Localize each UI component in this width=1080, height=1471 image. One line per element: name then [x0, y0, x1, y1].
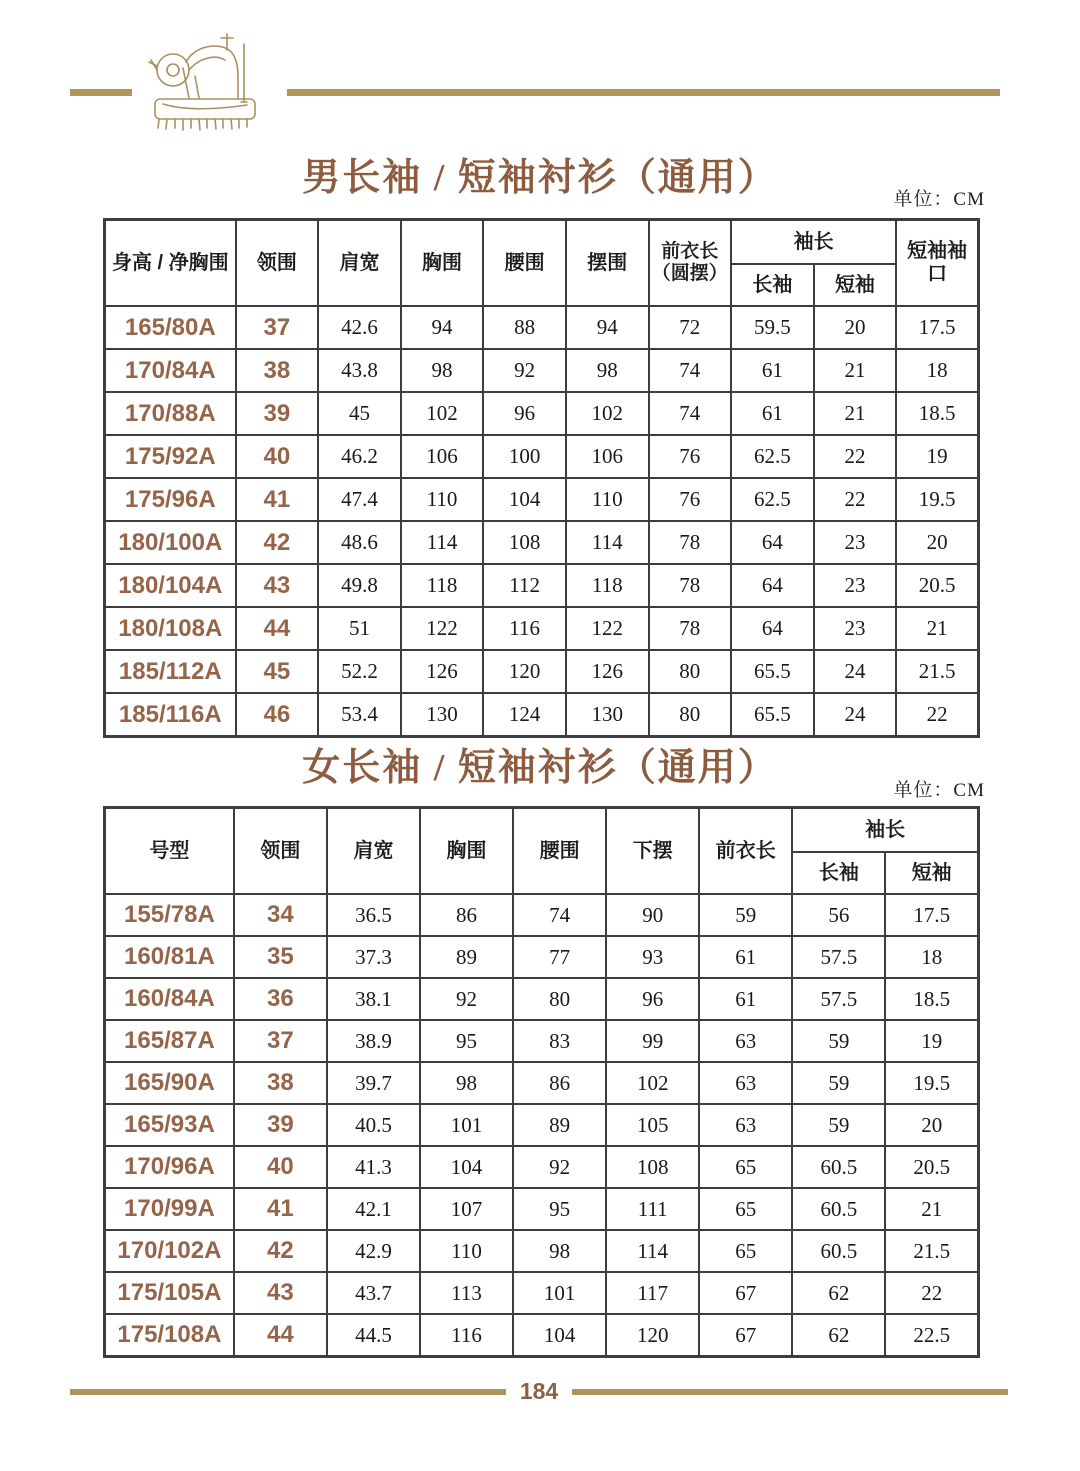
- value-cell: 120: [606, 1314, 699, 1357]
- value-cell: 64: [731, 564, 814, 607]
- table-row: [105, 478, 979, 521]
- men-header-long-sleeve: 长袖: [731, 264, 814, 306]
- value-cell: 96: [483, 392, 566, 435]
- value-cell: 39: [234, 1104, 327, 1146]
- table-row: [105, 607, 979, 650]
- table-row: [105, 936, 979, 978]
- value-cell: 65: [699, 1188, 792, 1230]
- value-cell: 22: [814, 478, 897, 521]
- value-cell: 56: [792, 894, 885, 936]
- value-cell: 60.5: [792, 1230, 885, 1272]
- value-cell: 40.5: [327, 1104, 420, 1146]
- women-header-front-length: 前衣长: [699, 808, 792, 895]
- table-row: [105, 1146, 979, 1188]
- table-row: [105, 306, 979, 349]
- value-cell: 78: [649, 607, 732, 650]
- value-cell: 59: [792, 1104, 885, 1146]
- value-cell: 42: [234, 1230, 327, 1272]
- men-header-height-chest: 身高 / 净胸围: [105, 220, 236, 307]
- value-cell: 106: [566, 435, 649, 478]
- size-cell: 175/105A: [105, 1272, 234, 1314]
- size-cell: 160/84A: [105, 978, 234, 1020]
- value-cell: 39: [236, 392, 319, 435]
- value-cell: 22: [896, 693, 978, 737]
- value-cell: 59: [699, 894, 792, 936]
- table-row: [105, 1314, 979, 1357]
- table-row: [105, 1230, 979, 1272]
- men-header-short-sleeve-cuff: 短袖袖口: [896, 220, 978, 307]
- value-cell: 64: [731, 521, 814, 564]
- footer-rule-right: [572, 1389, 1008, 1395]
- value-cell: 21: [885, 1188, 978, 1230]
- value-cell: 53.4: [318, 693, 401, 737]
- table-row: [105, 894, 979, 936]
- value-cell: 95: [420, 1020, 513, 1062]
- value-cell: 117: [606, 1272, 699, 1314]
- women-header-waist: 腰围: [513, 808, 606, 895]
- value-cell: 122: [566, 607, 649, 650]
- size-cell: 160/81A: [105, 936, 234, 978]
- value-cell: 116: [420, 1314, 513, 1357]
- table-row: [105, 650, 979, 693]
- value-cell: 89: [420, 936, 513, 978]
- value-cell: 98: [566, 349, 649, 392]
- men-table-body: [105, 306, 979, 737]
- footer: [70, 1378, 1008, 1405]
- value-cell: 34: [234, 894, 327, 936]
- table-row: [105, 1062, 979, 1104]
- table-row: [105, 978, 979, 1020]
- value-cell: 41: [236, 478, 319, 521]
- men-header-sleeve-length: 袖长: [731, 220, 896, 265]
- value-cell: 21: [814, 392, 897, 435]
- table-row: [105, 1104, 979, 1146]
- size-cell: 180/100A: [105, 521, 236, 564]
- value-cell: 67: [699, 1272, 792, 1314]
- table-row: [105, 1188, 979, 1230]
- value-cell: 93: [606, 936, 699, 978]
- men-size-table: [103, 218, 980, 738]
- sewing-machine-icon: [143, 26, 267, 138]
- value-cell: 62: [792, 1314, 885, 1357]
- value-cell: 18: [885, 936, 978, 978]
- value-cell: 102: [606, 1062, 699, 1104]
- value-cell: 80: [513, 978, 606, 1020]
- women-unit-label: 单位：CM: [893, 780, 985, 801]
- value-cell: 18.5: [896, 392, 978, 435]
- men-header-short-sleeve: 短袖: [814, 264, 897, 306]
- value-cell: 110: [420, 1230, 513, 1272]
- value-cell: 61: [699, 936, 792, 978]
- value-cell: 20: [814, 306, 897, 349]
- value-cell: 114: [566, 521, 649, 564]
- value-cell: 61: [731, 349, 814, 392]
- value-cell: 98: [513, 1230, 606, 1272]
- men-header-row-1: [105, 220, 979, 265]
- value-cell: 62: [792, 1272, 885, 1314]
- value-cell: 21.5: [896, 650, 978, 693]
- value-cell: 124: [483, 693, 566, 737]
- value-cell: 80: [649, 650, 732, 693]
- value-cell: 101: [420, 1104, 513, 1146]
- table-row: [105, 1272, 979, 1314]
- value-cell: 48.6: [318, 521, 401, 564]
- value-cell: 19: [885, 1020, 978, 1062]
- value-cell: 114: [606, 1230, 699, 1272]
- value-cell: 65.5: [731, 693, 814, 737]
- value-cell: 104: [483, 478, 566, 521]
- table-row: [105, 392, 979, 435]
- value-cell: 44: [236, 607, 319, 650]
- value-cell: 65.5: [731, 650, 814, 693]
- value-cell: 72: [649, 306, 732, 349]
- value-cell: 18.5: [885, 978, 978, 1020]
- value-cell: 114: [401, 521, 484, 564]
- value-cell: 74: [649, 392, 732, 435]
- women-table-body: [105, 894, 979, 1357]
- value-cell: 60.5: [792, 1146, 885, 1188]
- value-cell: 61: [699, 978, 792, 1020]
- men-header-waist: 腰围: [483, 220, 566, 307]
- value-cell: 43: [236, 564, 319, 607]
- value-cell: 67: [699, 1314, 792, 1357]
- value-cell: 126: [401, 650, 484, 693]
- value-cell: 38.1: [327, 978, 420, 1020]
- value-cell: 78: [649, 521, 732, 564]
- value-cell: 17.5: [896, 306, 978, 349]
- value-cell: 35: [234, 936, 327, 978]
- value-cell: 63: [699, 1104, 792, 1146]
- size-cell: 175/108A: [105, 1314, 234, 1357]
- value-cell: 102: [401, 392, 484, 435]
- men-header-hem: 摆围: [566, 220, 649, 307]
- value-cell: 17.5: [885, 894, 978, 936]
- value-cell: 120: [483, 650, 566, 693]
- value-cell: 110: [401, 478, 484, 521]
- value-cell: 107: [420, 1188, 513, 1230]
- value-cell: 46.2: [318, 435, 401, 478]
- women-header-shoulder: 肩宽: [327, 808, 420, 895]
- value-cell: 95: [513, 1188, 606, 1230]
- value-cell: 24: [814, 693, 897, 737]
- value-cell: 78: [649, 564, 732, 607]
- size-cell: 165/90A: [105, 1062, 234, 1104]
- value-cell: 65: [699, 1230, 792, 1272]
- value-cell: 74: [513, 894, 606, 936]
- value-cell: 63: [699, 1062, 792, 1104]
- value-cell: 40: [236, 435, 319, 478]
- men-header-shoulder: 肩宽: [318, 220, 401, 307]
- value-cell: 60.5: [792, 1188, 885, 1230]
- value-cell: 44: [234, 1314, 327, 1357]
- value-cell: 62.5: [731, 435, 814, 478]
- value-cell: 22: [814, 435, 897, 478]
- men-section-title: 男长袖 / 短袖衬衫（通用）: [302, 157, 778, 199]
- size-cell: 180/104A: [105, 564, 236, 607]
- size-cell: 165/80A: [105, 306, 236, 349]
- value-cell: 36: [234, 978, 327, 1020]
- value-cell: 42.6: [318, 306, 401, 349]
- value-cell: 77: [513, 936, 606, 978]
- size-cell: 180/108A: [105, 607, 236, 650]
- value-cell: 108: [483, 521, 566, 564]
- size-cell: 170/96A: [105, 1146, 234, 1188]
- value-cell: 36.5: [327, 894, 420, 936]
- value-cell: 19: [896, 435, 978, 478]
- table-row: [105, 521, 979, 564]
- value-cell: 98: [420, 1062, 513, 1104]
- value-cell: 130: [401, 693, 484, 737]
- value-cell: 101: [513, 1272, 606, 1314]
- men-header-front-length: [649, 220, 732, 307]
- table-row: [105, 564, 979, 607]
- size-cell: 170/84A: [105, 349, 236, 392]
- size-cell: 185/112A: [105, 650, 236, 693]
- value-cell: 38.9: [327, 1020, 420, 1062]
- value-cell: 63: [699, 1020, 792, 1062]
- value-cell: 43: [234, 1272, 327, 1314]
- value-cell: 23: [814, 521, 897, 564]
- value-cell: 104: [420, 1146, 513, 1188]
- value-cell: 38: [236, 349, 319, 392]
- size-cell: 170/99A: [105, 1188, 234, 1230]
- value-cell: 92: [513, 1146, 606, 1188]
- value-cell: 37.3: [327, 936, 420, 978]
- value-cell: 99: [606, 1020, 699, 1062]
- value-cell: 89: [513, 1104, 606, 1146]
- women-header-bust: 胸围: [420, 808, 513, 895]
- value-cell: 46: [236, 693, 319, 737]
- value-cell: 105: [606, 1104, 699, 1146]
- value-cell: 65: [699, 1146, 792, 1188]
- value-cell: 23: [814, 607, 897, 650]
- value-cell: 44.5: [327, 1314, 420, 1357]
- women-header-hem: 下摆: [606, 808, 699, 895]
- value-cell: 43.7: [327, 1272, 420, 1314]
- women-size-table: [103, 806, 980, 1358]
- value-cell: 92: [420, 978, 513, 1020]
- women-header-collar: 领围: [234, 808, 327, 895]
- value-cell: 38: [234, 1062, 327, 1104]
- men-header-front-length-line2: （圆摆）: [651, 263, 728, 284]
- men-unit-label: 单位：CM: [893, 189, 985, 210]
- value-cell: 106: [401, 435, 484, 478]
- value-cell: 19.5: [896, 478, 978, 521]
- value-cell: 94: [401, 306, 484, 349]
- value-cell: 94: [566, 306, 649, 349]
- value-cell: 90: [606, 894, 699, 936]
- value-cell: 43.8: [318, 349, 401, 392]
- value-cell: 76: [649, 478, 732, 521]
- footer-rule-left: [70, 1389, 506, 1395]
- value-cell: 118: [566, 564, 649, 607]
- value-cell: 110: [566, 478, 649, 521]
- value-cell: 108: [606, 1146, 699, 1188]
- value-cell: 59.5: [731, 306, 814, 349]
- value-cell: 57.5: [792, 936, 885, 978]
- value-cell: 45: [236, 650, 319, 693]
- value-cell: 104: [513, 1314, 606, 1357]
- women-header-long-sleeve: 长袖: [792, 852, 885, 894]
- value-cell: 64: [731, 607, 814, 650]
- table-row: [105, 693, 979, 737]
- value-cell: 20: [896, 521, 978, 564]
- value-cell: 51: [318, 607, 401, 650]
- header-rule-right: [287, 89, 1000, 96]
- value-cell: 116: [483, 607, 566, 650]
- value-cell: 42.9: [327, 1230, 420, 1272]
- size-cell: 155/78A: [105, 894, 234, 936]
- value-cell: 22: [885, 1272, 978, 1314]
- value-cell: 20: [885, 1104, 978, 1146]
- value-cell: 92: [483, 349, 566, 392]
- value-cell: 24: [814, 650, 897, 693]
- value-cell: 126: [566, 650, 649, 693]
- men-header-front-length-line1: 前衣长: [661, 241, 719, 263]
- value-cell: 118: [401, 564, 484, 607]
- value-cell: 57.5: [792, 978, 885, 1020]
- value-cell: 122: [401, 607, 484, 650]
- value-cell: 42.1: [327, 1188, 420, 1230]
- value-cell: 22.5: [885, 1314, 978, 1357]
- value-cell: 62.5: [731, 478, 814, 521]
- value-cell: 41: [234, 1188, 327, 1230]
- value-cell: 52.2: [318, 650, 401, 693]
- value-cell: 37: [236, 306, 319, 349]
- women-header-short-sleeve: 短袖: [885, 852, 978, 894]
- women-section-title: 女长袖 / 短袖衬衫（通用）: [302, 747, 778, 789]
- value-cell: 59: [792, 1020, 885, 1062]
- value-cell: 40: [234, 1146, 327, 1188]
- table-row: [105, 1020, 979, 1062]
- value-cell: 21: [896, 607, 978, 650]
- value-cell: 41.3: [327, 1146, 420, 1188]
- size-cell: 170/88A: [105, 392, 236, 435]
- size-cell: 170/102A: [105, 1230, 234, 1272]
- men-header-collar: 领围: [236, 220, 319, 307]
- value-cell: 18: [896, 349, 978, 392]
- value-cell: 112: [483, 564, 566, 607]
- value-cell: 37: [234, 1020, 327, 1062]
- value-cell: 20.5: [885, 1146, 978, 1188]
- value-cell: 88: [483, 306, 566, 349]
- table-row: [105, 349, 979, 392]
- value-cell: 47.4: [318, 478, 401, 521]
- header-rule-left: [70, 89, 132, 96]
- value-cell: 102: [566, 392, 649, 435]
- value-cell: 80: [649, 693, 732, 737]
- value-cell: 21: [814, 349, 897, 392]
- value-cell: 74: [649, 349, 732, 392]
- value-cell: 21.5: [885, 1230, 978, 1272]
- value-cell: 45: [318, 392, 401, 435]
- women-header-row-1: [105, 808, 979, 853]
- value-cell: 100: [483, 435, 566, 478]
- value-cell: 111: [606, 1188, 699, 1230]
- size-cell: 185/116A: [105, 693, 236, 737]
- size-cell: 165/93A: [105, 1104, 234, 1146]
- value-cell: 59: [792, 1062, 885, 1104]
- value-cell: 113: [420, 1272, 513, 1314]
- value-cell: 96: [606, 978, 699, 1020]
- table-row: [105, 435, 979, 478]
- page-number: 184: [519, 1378, 559, 1404]
- size-cell: 165/87A: [105, 1020, 234, 1062]
- value-cell: 20.5: [896, 564, 978, 607]
- women-header-sleeve-length: 袖长: [792, 808, 978, 853]
- size-cell: 175/96A: [105, 478, 236, 521]
- value-cell: 61: [731, 392, 814, 435]
- value-cell: 23: [814, 564, 897, 607]
- value-cell: 76: [649, 435, 732, 478]
- value-cell: 130: [566, 693, 649, 737]
- women-header-size-type: 号型: [105, 808, 234, 895]
- men-header-bust: 胸围: [401, 220, 484, 307]
- value-cell: 19.5: [885, 1062, 978, 1104]
- value-cell: 83: [513, 1020, 606, 1062]
- value-cell: 42: [236, 521, 319, 564]
- value-cell: 86: [420, 894, 513, 936]
- value-cell: 49.8: [318, 564, 401, 607]
- value-cell: 39.7: [327, 1062, 420, 1104]
- value-cell: 86: [513, 1062, 606, 1104]
- size-cell: 175/92A: [105, 435, 236, 478]
- value-cell: 98: [401, 349, 484, 392]
